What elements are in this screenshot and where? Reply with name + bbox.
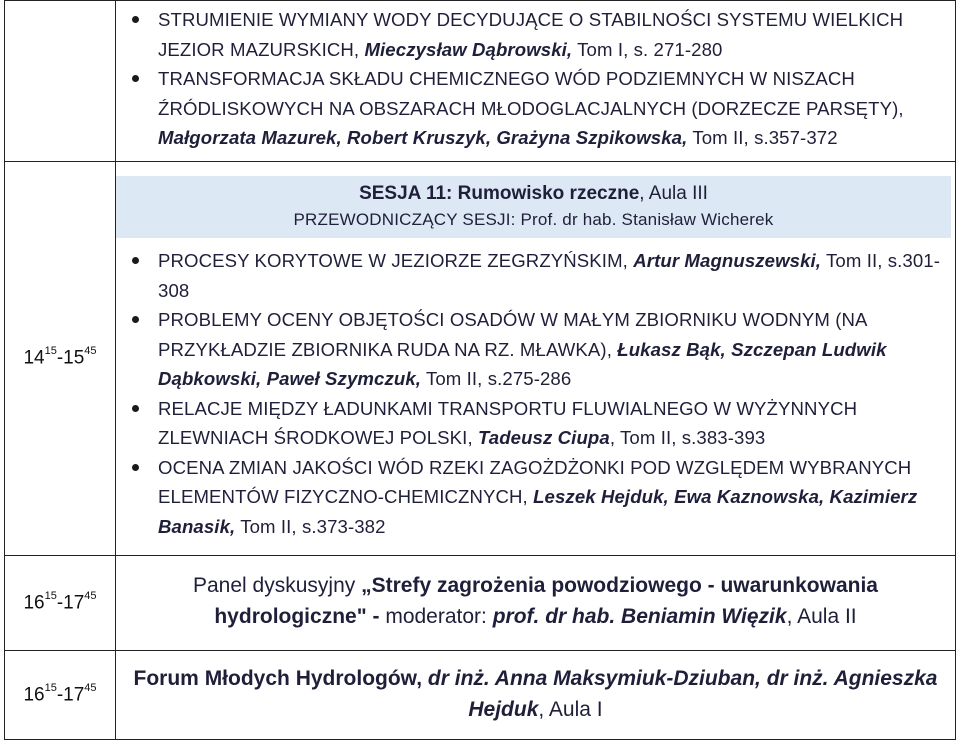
time-cell: $16^{15}-17^{45}$ [5,556,116,651]
schedule-row [5,556,956,651]
panel-discussion: Panel dyskusyjny „Strefy zagrożenia powodziowego - uwarunkowania hydrologiczne" - moderator: prof. dr hab. Beniamin Więzik, Aula II [193,574,878,628]
list-item: PROCESY KORYTOWE W JEZIORZE ZEGRZYŃSKIM, Artur Magnuszewski, Tom II, s.301-308 [116,246,955,305]
list-item: OCENA ZMIAN JAKOŚCI WÓD RZEKI ZAGOŻDŻONKI POD WZGLĘDEM WYBRANYCH ELEMENTÓW FIZYCZNO-CHEMICZNYCH, Leszek Hejduk, Ewa Kaznowska, Kazimierz Banasik, Tom II, s.373-382 [116,453,955,542]
schedule-row [5,162,956,556]
paper-list [116,1,955,161]
content-cell [116,556,956,651]
list-item: TRANSFORMACJA SKŁADU CHEMICZNEGO WÓD PODZIEMNYCH W NISZACH ŹRÓDLISKOWYCH NA OBSZARACH MŁODOGLACJALNYCH (DORZECZE PARSĘTY), Małgorzata Mazurek, Robert Kruszyk, Grażyna Szpikowska, Tom II, s.357-372 [116,64,955,153]
session-header [116,176,951,238]
session-title: SESJA 11: Rumowisko rzeczne, Aula III [359,183,708,204]
session-chair: PRZEWODNICZĄCY SESJI: Prof. dr hab. Stanisław Wicherek [293,210,774,229]
young-hydrologists-forum: Forum Młodych Hydrologów, dr inż. Anna Maksymiuk-Dziuban, dr inż. Agnieszka Hejduk, Aula I [133,667,938,721]
time-cell: $16^{15}-17^{45}$ [5,651,116,740]
list-item: PROBLEMY OCENY OBJĘTOŚCI OSADÓW W MAŁYM ZBIORNIKU WODNYM (NA PRZYKŁADZIE ZBIORNIKA RUDA NA RZ. MŁAWKA), Łukasz Bąk, Szczepan Ludwik Dąbkowski, Paweł Szymczuk, Tom II, s.275-286 [116,305,955,394]
content-cell [116,1,956,162]
time-cell: $14^{15}-15^{45}$ [5,162,116,556]
schedule-row [5,1,956,162]
schedule-row [5,651,956,740]
content-cell [116,162,956,556]
time-cell-empty [5,1,116,162]
schedule-table [4,0,956,740]
list-item: RELACJE MIĘDZY ŁADUNKAMI TRANSPORTU FLUWIALNEGO W WYŻYNNYCH ZLEWNIACH ŚRODKOWEJ POLSKI, Tadeusz Ciupa, Tom II, s.383-393 [116,394,955,453]
content-cell [116,651,956,740]
list-item: STRUMIENIE WYMIANY WODY DECYDUJĄCE O STABILNOŚCI SYSTEMU WIELKICH JEZIOR MAZURSKICH, Mieczysław Dąbrowski, Tom I, s. 271-280 [116,5,955,64]
paper-list [116,246,955,549]
